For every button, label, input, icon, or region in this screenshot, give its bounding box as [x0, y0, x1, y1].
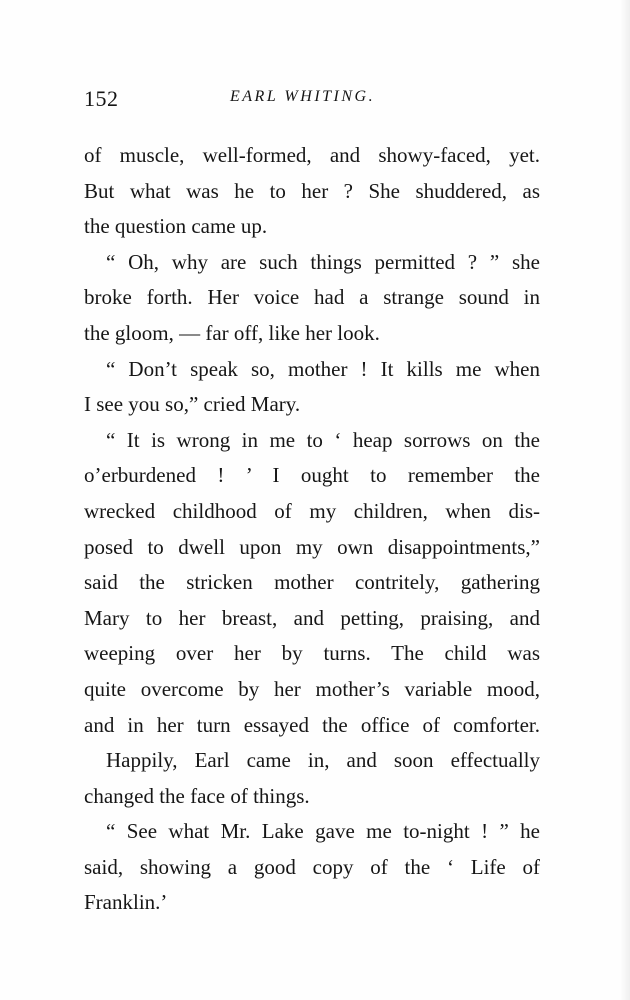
page-number: 152 [84, 86, 119, 111]
text-line: But what was he to her ? She shuddered, as [84, 178, 540, 203]
text-line: I see you so,” cried Mary. [84, 392, 301, 417]
text-line: o’erburdened ! ’ I ought to remember the [84, 463, 540, 488]
text-line: broke forth. Her voice had a strange sound in [84, 285, 540, 310]
text-line: said the stricken mother contritely, gathering [84, 570, 540, 595]
text-line: changed the face of things. [84, 783, 310, 808]
text-line: weeping over her by turns. The child was [84, 641, 540, 666]
body-text [84, 138, 540, 921]
page-header [84, 86, 544, 116]
text-line: quite overcome by her mother’s variable mood, [84, 676, 540, 701]
running-title: EARL WHITING. [230, 88, 376, 105]
text-line: Happily, Earl came in, and soon effectually [106, 748, 540, 773]
text-line: posed to dwell upon my own disappointments,” [84, 534, 540, 559]
text-line: “ Don’t speak so, mother ! It kills me when [106, 356, 540, 381]
text-line: and in her turn essayed the office of comforter. [84, 712, 540, 737]
text-line: the question came up. [84, 214, 268, 239]
text-line: “ Oh, why are such things permitted ? ” she [106, 249, 540, 274]
text-line: wrecked childhood of my children, when dis- [84, 498, 540, 523]
text-line: Mary to her breast, and petting, praising, and [84, 605, 540, 630]
page-edge-shadow [620, 0, 630, 1000]
text-line: the gloom, — far off, like her look. [84, 320, 380, 345]
text-line: of muscle, well-formed, and showy-faced, yet. [84, 143, 540, 167]
text-line: Franklin.’ [84, 890, 168, 915]
text-line: “ It is wrong in me to ‘ heap sorrows on the [106, 427, 540, 452]
text-line: said, showing a good copy of the ‘ Life of [84, 854, 540, 879]
text-line: “ See what Mr. Lake gave me to-night ! ” he [106, 819, 540, 844]
